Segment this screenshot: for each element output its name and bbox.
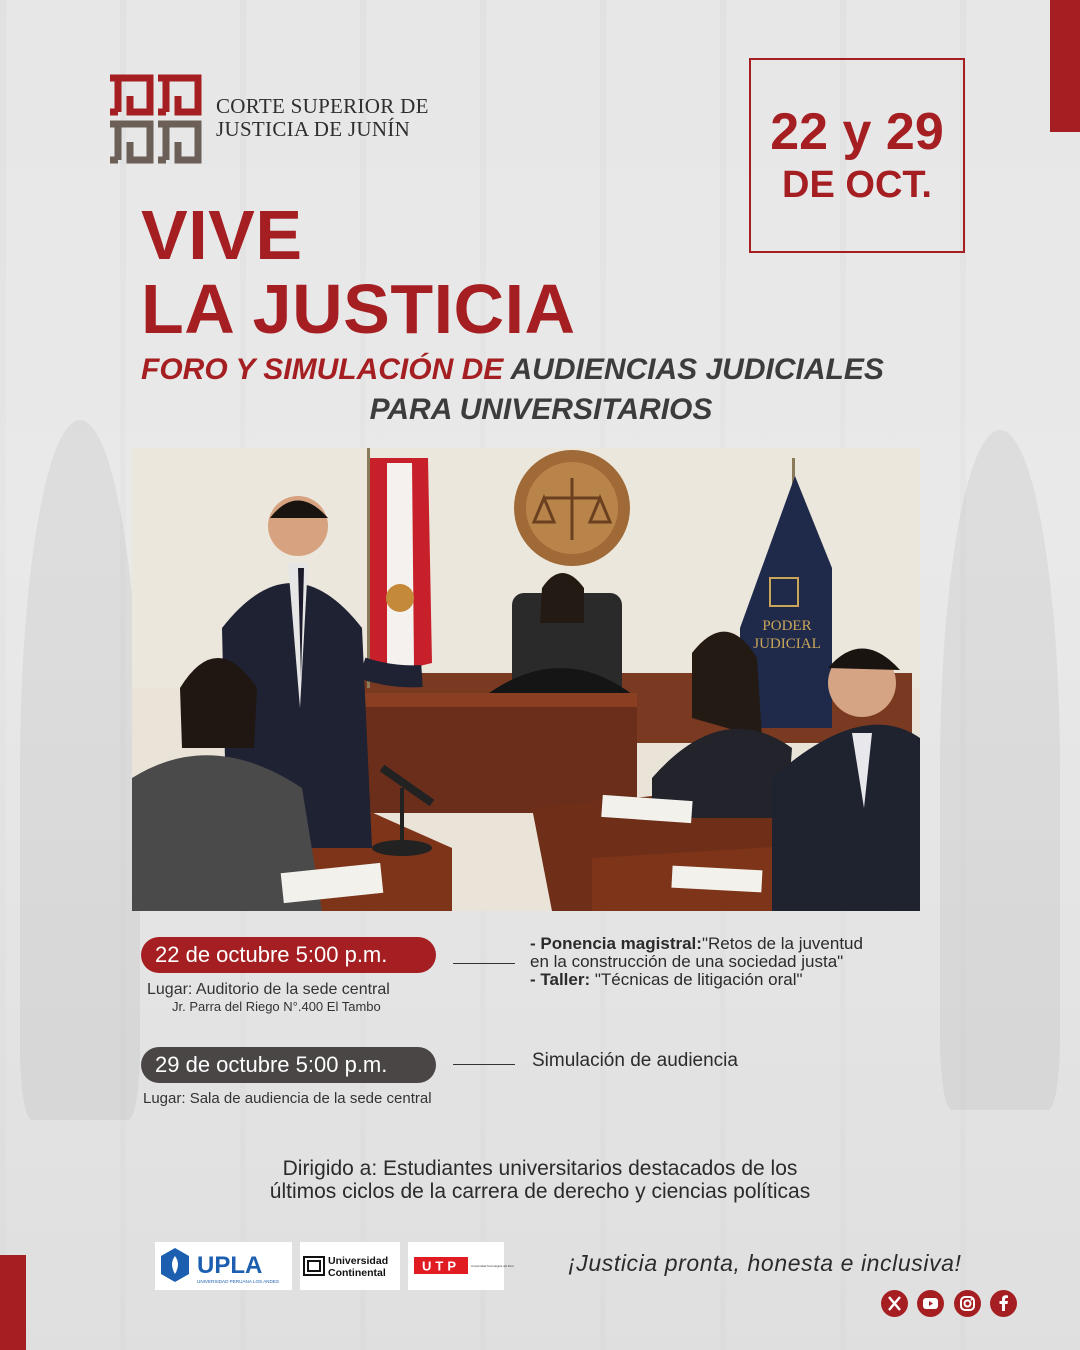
date-box bbox=[749, 58, 965, 253]
continental-line1: Universidad bbox=[328, 1255, 389, 1267]
utp-logo bbox=[408, 1242, 514, 1290]
instagram-icon[interactable] bbox=[954, 1290, 981, 1317]
banner-text-line2: JUDICIAL bbox=[753, 636, 821, 652]
organization-name bbox=[216, 95, 429, 141]
youtube-icon[interactable] bbox=[917, 1290, 944, 1317]
venue-oct-22: Lugar: Auditorio de la sede central bbox=[147, 981, 390, 998]
subtitle bbox=[141, 350, 941, 390]
date-pill-oct-29: 29 de octubre 5:00 p.m. bbox=[141, 1047, 436, 1083]
subtitle-gray-part: AUDIENCIAS JUDICIALES bbox=[510, 353, 884, 386]
venue-oct-29: Lugar: Sala de audiencia de la sede central bbox=[143, 1090, 432, 1107]
background-figure bbox=[940, 430, 1060, 1110]
upla-logo bbox=[155, 1242, 292, 1290]
connector-line bbox=[453, 1064, 515, 1065]
title-line2: LA JUSTICIA bbox=[141, 270, 576, 348]
background-figure bbox=[20, 420, 140, 1120]
organization-name-line2: JUSTICIA DE JUNÍN bbox=[216, 117, 411, 141]
program-item1-text: "Retos de la juventud bbox=[701, 934, 863, 953]
accent-bar-bottom bbox=[0, 1255, 26, 1350]
upla-name: UPLA bbox=[197, 1252, 263, 1279]
title-line1: VIVE bbox=[141, 196, 303, 274]
program-item2-text: "Técnicas de litigación oral" bbox=[590, 970, 803, 989]
subtitle-red-part: FORO Y SIMULACIÓN DE bbox=[141, 353, 511, 386]
facebook-icon[interactable] bbox=[990, 1290, 1017, 1317]
page-title bbox=[141, 198, 576, 346]
program-oct-22 bbox=[530, 935, 863, 989]
continental-logo bbox=[300, 1242, 400, 1290]
courtroom-photo bbox=[132, 448, 920, 911]
accent-bar-top bbox=[1050, 0, 1080, 132]
slogan: ¡Justicia pronta, honesta e inclusiva! bbox=[568, 1250, 962, 1276]
continental-line2: Continental bbox=[328, 1267, 386, 1279]
audience-line1: Dirigido a: Estudiantes universitarios destacados de los bbox=[282, 1157, 798, 1180]
date-pill-oct-22: 22 de octubre 5:00 p.m. bbox=[141, 937, 436, 973]
upla-subtitle: UNIVERSIDAD PERUANA LOS ANDES bbox=[197, 1279, 279, 1284]
subtitle-line2: PARA UNIVERSITARIOS bbox=[369, 393, 713, 426]
banner-text-line1: PODER bbox=[762, 618, 812, 634]
program-item2-label: - Taller: bbox=[530, 970, 591, 989]
organization-name-line1: CORTE SUPERIOR DE bbox=[216, 94, 429, 118]
utp-name: UTP bbox=[422, 1258, 460, 1274]
audience-line2: últimos ciclos de la carrera de derecho y ciencias políticas bbox=[269, 1180, 811, 1203]
date-sub: DE OCT. bbox=[782, 164, 932, 206]
date-main: 22 y 29 bbox=[770, 103, 944, 161]
program-item1-text-line2: en la construcción de una sociedad justa" bbox=[530, 952, 844, 971]
program-item1-label: - Ponencia magistral: bbox=[530, 934, 702, 953]
address-oct-22: Jr. Parra del Riego N°.400 El Tambo bbox=[172, 999, 381, 1014]
connector-line bbox=[453, 963, 515, 964]
court-logo-icon bbox=[106, 74, 206, 164]
x-icon[interactable] bbox=[881, 1290, 908, 1317]
courtroom-illustration bbox=[132, 448, 920, 911]
utp-subtitle: Universidad Tecnológica del Perú bbox=[471, 1264, 514, 1268]
target-audience bbox=[140, 1157, 940, 1203]
program-oct-29: Simulación de audiencia bbox=[532, 1050, 738, 1071]
